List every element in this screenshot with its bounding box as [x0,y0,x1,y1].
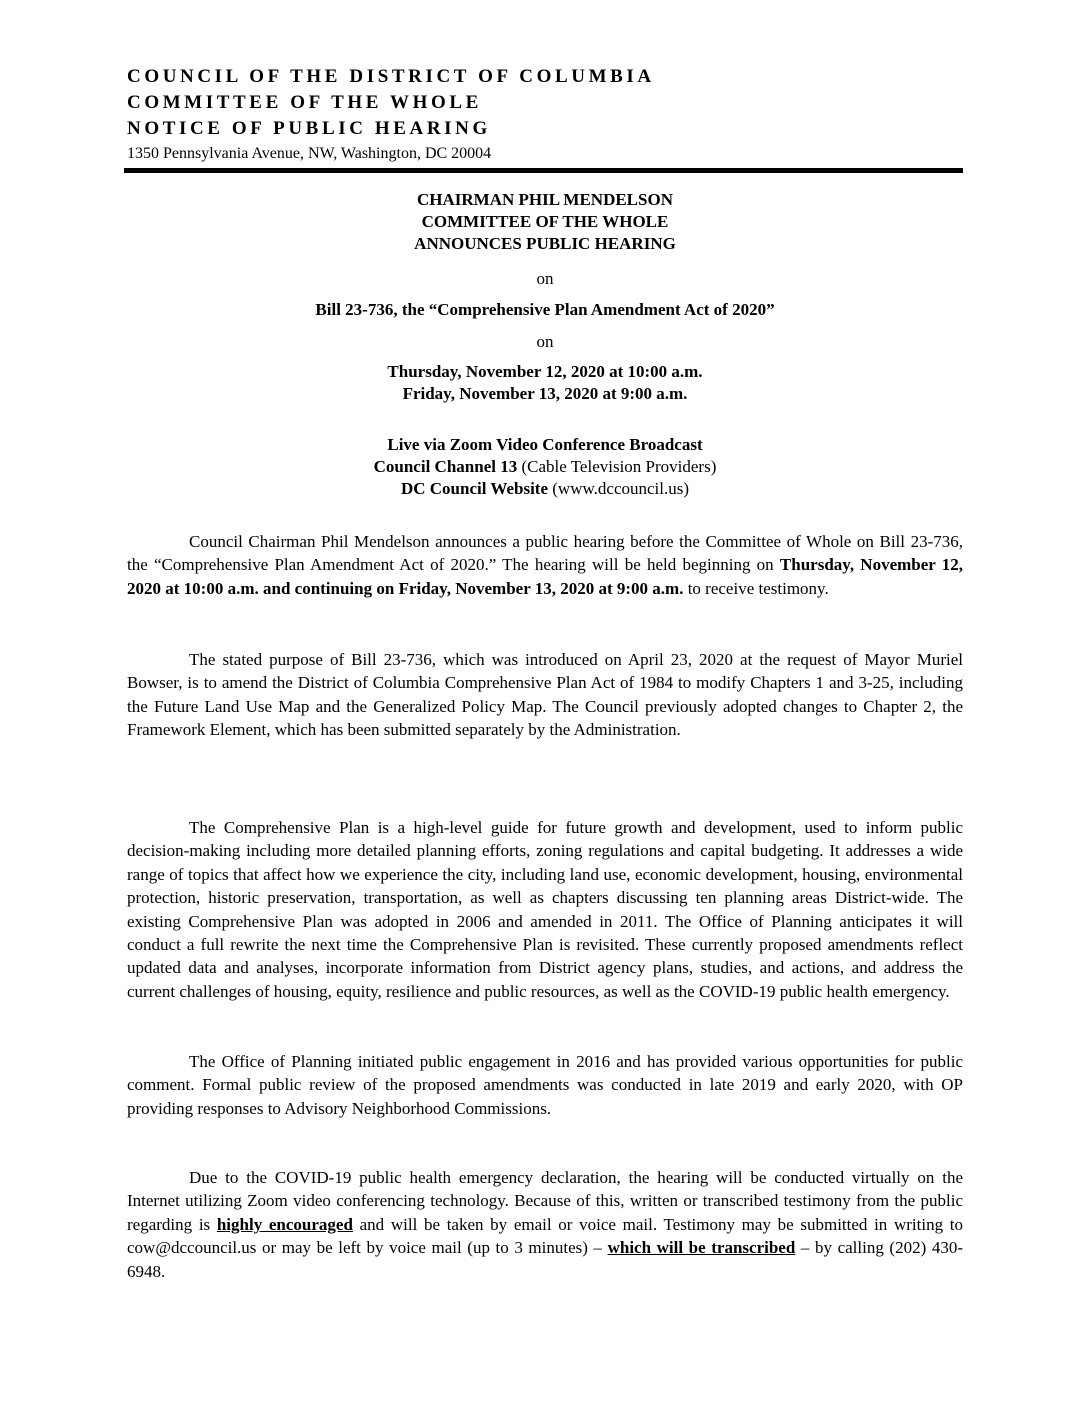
broadcast-channel [127,456,963,478]
p5-text-e: – by calling (202) 430-6948. [127,1238,963,1281]
bill-title: Bill 23-736, the “Comprehensive Plan Amendment Act of 2020” [315,300,775,319]
letterhead-council-name: COUNCIL OF THE DISTRICT OF COLUMBIA [127,66,655,87]
p5-highly-encouraged: highly encouraged [216,1214,353,1234]
letterhead-divider [124,168,963,173]
paragraph-announcement [127,530,963,600]
letterhead-notice-title: NOTICE OF PUBLIC HEARING [127,118,491,139]
paragraph-testimony [127,1166,963,1283]
hearing-date-2: Friday, November 13, 2020 at 9:00 a.m. [402,384,688,403]
broadcast-zoom: Live via Zoom Video Conference Broadcast [387,435,703,454]
p3-text: The Comprehensive Plan is a high-level guide for future growth and development, used to inform public decision-making including more detailed planning efforts, zoning regulations and capital budgeting. It addresses a wide range of topics that affect how we experience the city, including land use, economic development, housing, environmental protection, historic preservation, transportation, as well as chapters discussing ten planning areas District-wide. The existing Comprehensive Plan was adopted in 2006 and amended in 2011. The Office of Planning anticipates it will conduct a full rewrite the next time the Comprehensive Plan is revisited. These currently proposed amendments reflect updated data and analyses, incorporate information from District agency plans, studies, and actions, and address the current challenges of housing, equity, resilience and public resources, as well as the COVID-19 public health emergency. [127,818,963,1001]
p5-text-c: and will be taken by email or voice mail. Testimony may be submitted in writing to cow@dccouncil.us or may be left by voice mail (up to 3 minutes) – [127,1214,963,1258]
announcement-chairman: CHAIRMAN PHIL MENDELSON [417,190,673,209]
p5-text-a: Due to the COVID-19 public health emergency declaration, the hearing will be conducted virtually on the Internet utilizing Zoom video conferencing technology. Because of this, written or transcribed testimony from the public regarding is [127,1168,963,1234]
paragraph-purpose [127,648,963,742]
announcement-committee: COMMITTEE OF THE WHOLE [421,212,669,231]
broadcast-website [127,478,963,500]
broadcast-channel-name: Council Channel 13 [373,457,518,476]
broadcast-channel-detail: (Cable Television Providers) [517,457,717,476]
hearing-dates [127,361,963,405]
p1-dates-bold: Thursday, November 12, 2020 at 10:00 a.m. and continuing on Friday, November 13, 2020 at 9:00 a.m. [127,555,964,598]
p5-will-be-transcribed: which will be transcribed [607,1238,796,1258]
broadcast-website-url: (www.dccouncil.us) [548,479,690,498]
letterhead-committee-name: COMMITTEE OF THE WHOLE [127,92,482,113]
p2-text: The stated purpose of Bill 23-736, which was introduced on April 23, 2020 at the request of Mayor Muriel Bowser, is to amend the District of Columbia Comprehensive Plan Act of 1984 to modify Chapters 1 and 3-25, including the Future Land Use Map and the Generalized Policy Map. The Council previously adopted changes to Chapter 2, the Framework Element, which has been submitted separately by the Administration. [127,650,963,740]
broadcast-info [127,434,963,500]
letterhead [127,64,963,165]
p1-text-a: Council Chairman Phil Mendelson announces a public hearing before the Committee of Whole on Bill 23-736, the “Comprehensive Plan Amendment Act of 2020.” The hearing will be held beginning on [127,532,963,575]
broadcast-website-name: DC Council Website [400,479,549,498]
on-connector-2: on [536,332,554,351]
p1-text-c: to receive testimony. [683,578,829,598]
paragraph-comprehensive-plan [127,816,963,1003]
paragraph-public-engagement [127,1050,963,1120]
p4-text: The Office of Planning initiated public engagement in 2016 and has provided various opportunities for public comment. Formal public review of the proposed amendments was conducted in late 2019 and early 2020, with OP providing responses to Advisory Neighborhood Commissions. [127,1052,963,1118]
announcement-heading [127,189,963,255]
letterhead-address: 1350 Pennsylvania Avenue, NW, Washington, DC 20004 [127,145,492,162]
announcement-hearing: ANNOUNCES PUBLIC HEARING [414,234,676,253]
on-connector-1: on [536,269,554,288]
hearing-date-1: Thursday, November 12, 2020 at 10:00 a.m. [387,362,703,381]
